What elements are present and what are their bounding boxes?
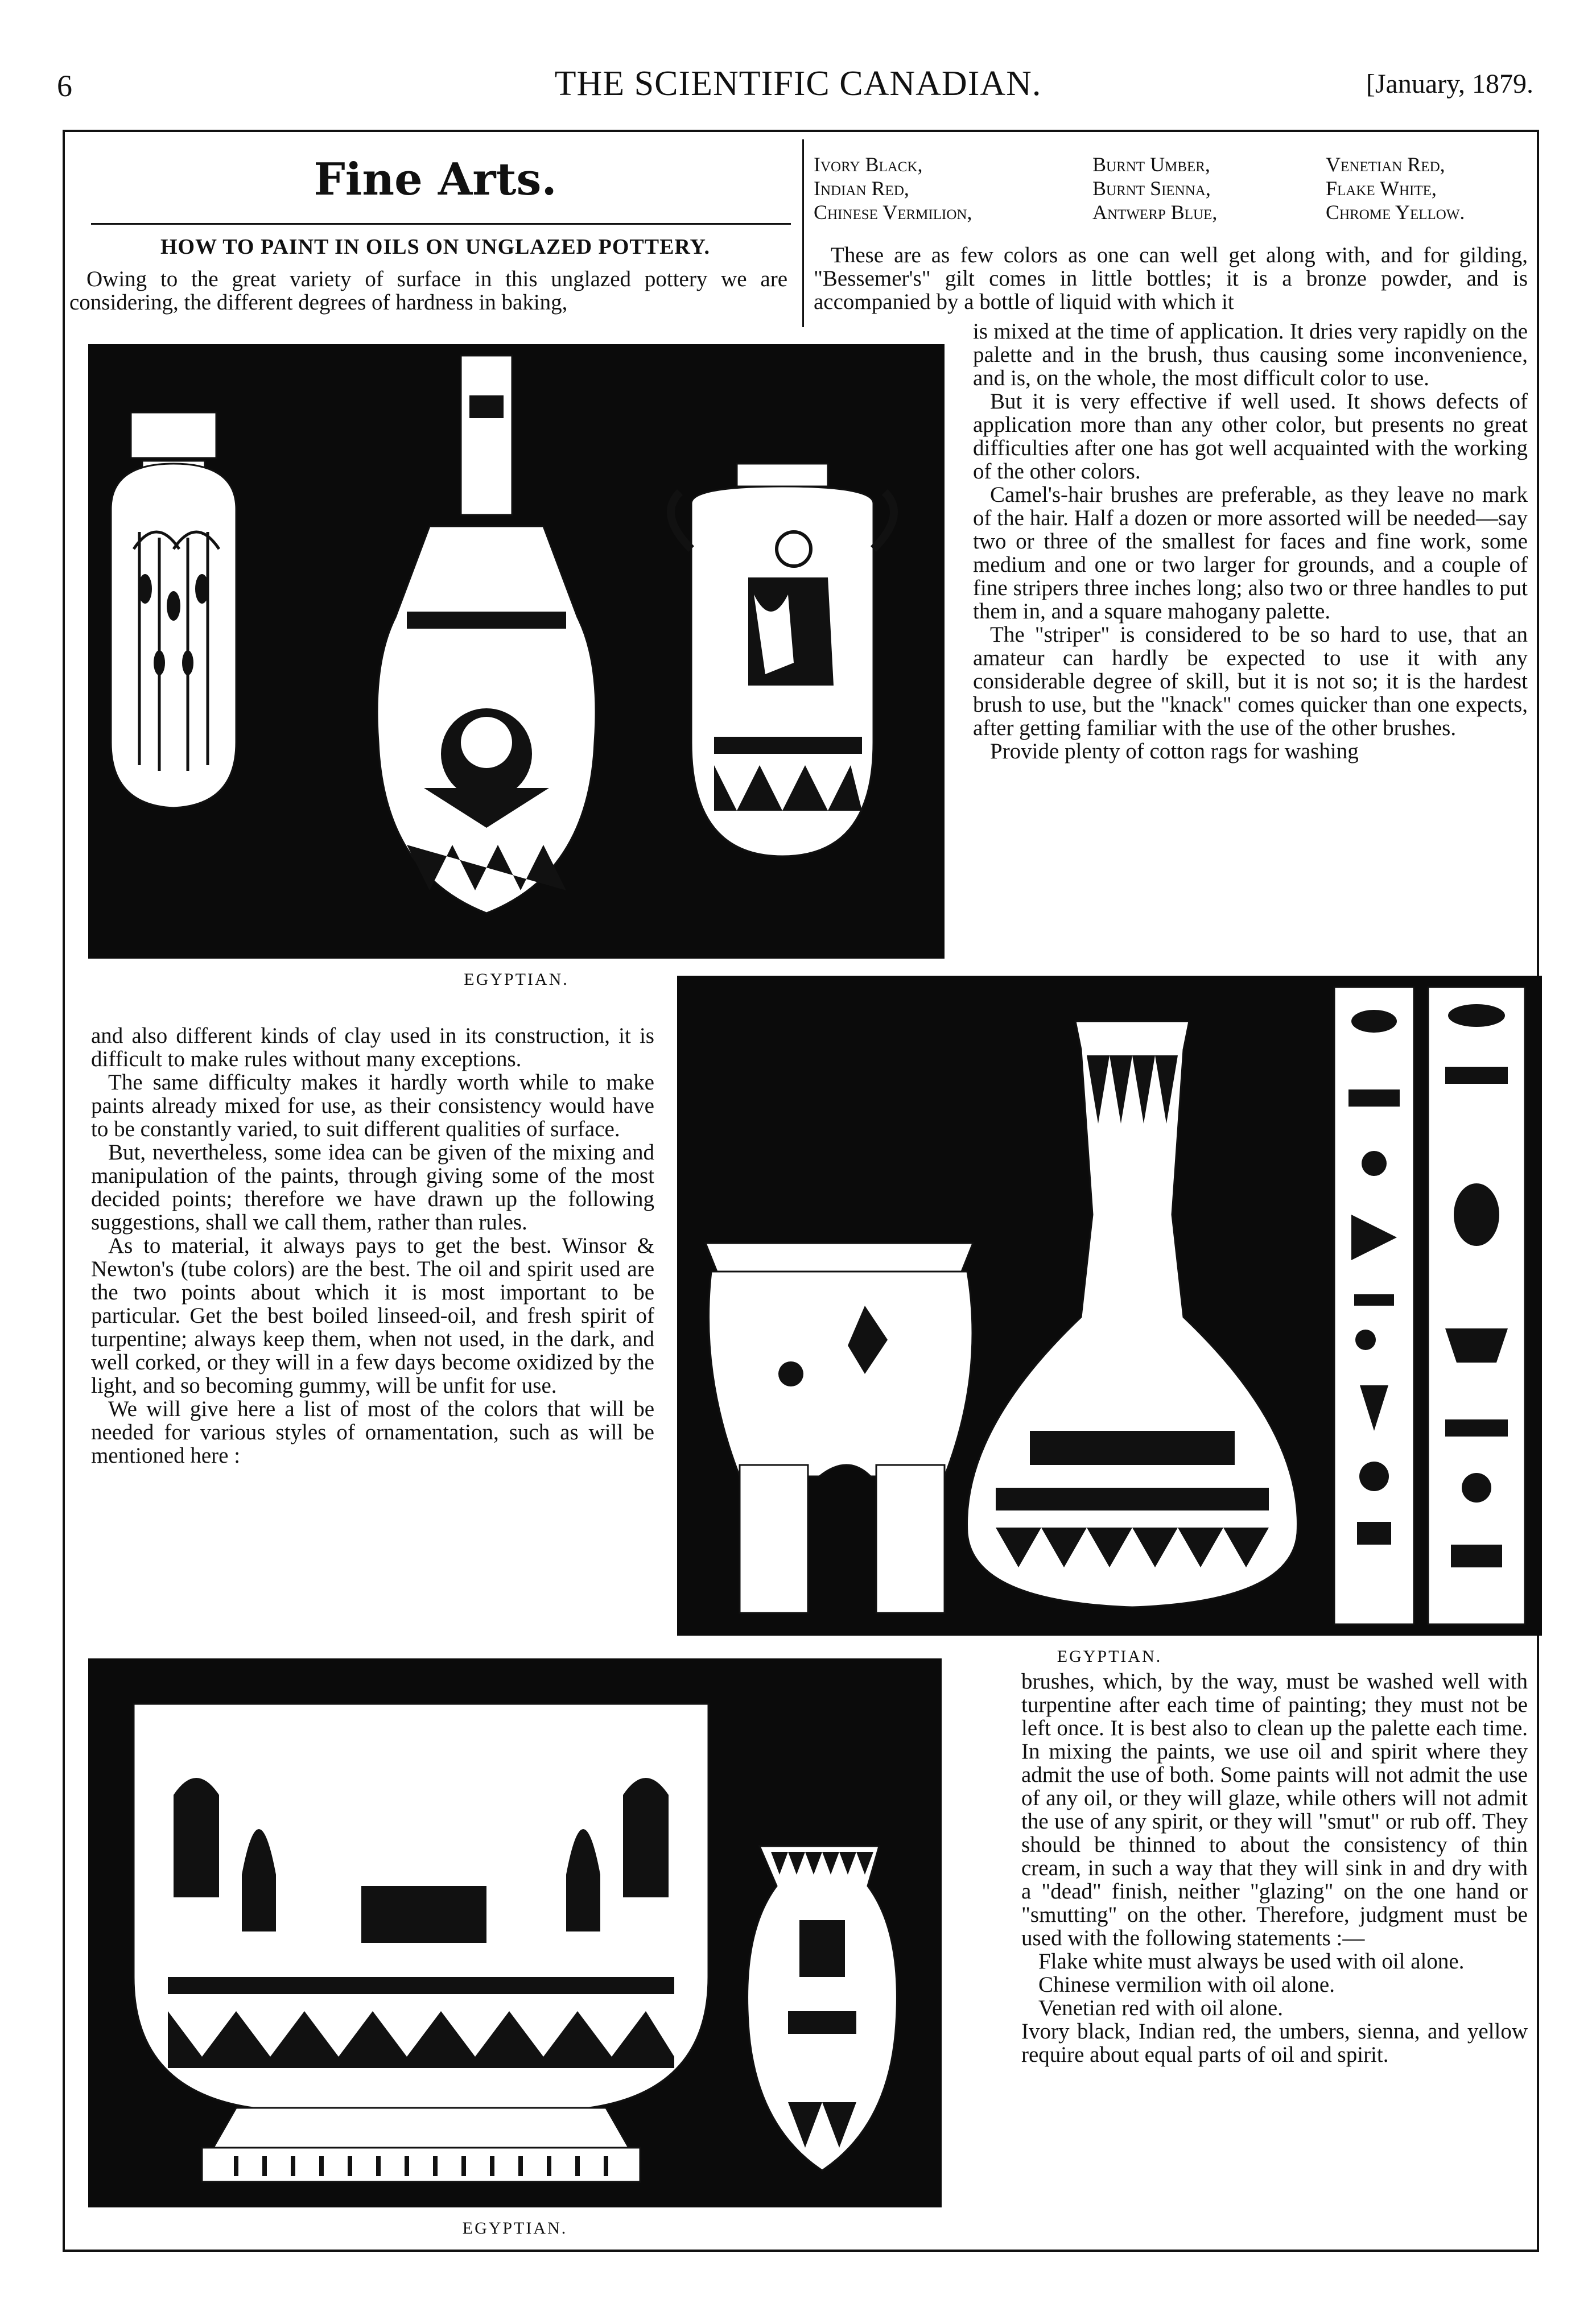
bottom-right-text: brushes, which, by the way, must be washed well with turpentine after each time of painting; they must not be left once. It is best also to clean up the palette each time. In mixing the paints, we use oil and spirit where they admit the use of both. Some paints will not admit the use of any oil, or they will glaze, while others will not admit the use of any spirit, or they will "smut" or rub off. They should be thinned to about the consistency of thin cream, in such a way that they will sink in and dry with a "dead" finish, neither "glazing" on the one hand or "smutting" on the other. Therefore, judgment must be used with the following statements :— Flake white must always be used with oil alone. Chinese vermilion with oil alone. Venetian red with oil alone. Ivory black, Indian red, the umbers, sienna, and yellow require about equal parts of oil and spirit. [1021, 1669, 1528, 2067]
colors-paragraph: These are as few colors as one can well get along with, and for gilding, "Bessemer's" gilt comes in little bottles; it is a bronze powder, and is accompanied by a bottle of liquid with which it [814, 243, 1528, 314]
color-item: Venetian Red, [1326, 153, 1445, 176]
color-item: Indian Red, [814, 177, 909, 200]
color-item: Burnt Sienna, [1092, 177, 1211, 200]
figure-caption: EGYPTIAN. [1057, 1647, 1162, 1666]
figure-caption: EGYPTIAN. [464, 970, 569, 989]
color-item: Chrome Yellow. [1326, 201, 1465, 224]
page-number: 6 [57, 69, 72, 103]
color-item: Antwerp Blue, [1092, 201, 1218, 224]
column-rule [802, 139, 804, 327]
right-column-text: is mixed at the time of application. It dries very rapidly on the palette and in the brush, thus causing some inconvenience, and is, on the whole, the most difficult color to use. But it is very effective if well used. It shows defects of application more than any other color, but presents no great difficulties after one has got well acquainted with the working of the other colors. Camel's-hair brushes are preferable, as they leave no mark of the hair. Half a dozen or more assorted will be needed—say two or three of the smallest for faces and fine work, some medium and one or two larger for grounds, and a couple of fine stripers three inches long; also two or three handles to put them in, and a square mahogany palette. The "striper" is considered to be so hard to use, that an amateur can hardly be expected to use it with any considerable degree of skill, but it is not so; it is the hardest brush to use, but the "knack" comes quicker than one expects, after getting familiar with the use of the other brushes. Provide plenty of cotton rags for washing [973, 319, 1528, 763]
egyptian-bowl-illustration [88, 1658, 942, 2207]
left-column-text: and also different kinds of clay used in its construction, it is difficult to make rules without many exceptions. The same difficulty makes it hardly worth while to make paints already mixed for use, as their consistency would have to be constantly varied, to suit different qualities of surface. But, nevertheless, some idea can be given of the mixing and manipulation of the paints, through giving some of the most decided points; therefore we have drawn up the following suggestions, shall we call them, rather than rules. As to material, it always pays to get the best. Winsor & Newton's (tube colors) are the best. The oil and spirit used are the two points about which it is most important to be particular. Get the best boiled linseed-oil, and fresh spirit of turpentine; always keep them, when not used, in the dark, and well corked, or they will in a few days become oxidized by the light, and so becoming gummy, will be unfit for use. We will give here a list of most of the colors that will be needed for various styles of ornamentation, such as will be mentioned here : [91, 1023, 654, 1468]
journal-title: THE SCIENTIFIC CANADIAN. [554, 64, 1042, 103]
intro-paragraph: Owing to the great variety of surface in this unglazed pottery we are considering, the different degrees of hardness in baking, [69, 267, 787, 315]
issue-date: [January, 1879. [1366, 69, 1533, 99]
figure-caption: EGYPTIAN. [462, 2219, 568, 2238]
color-item: Chinese Vermilion, [814, 201, 972, 224]
color-item: Flake White, [1326, 177, 1437, 200]
article-title: HOW TO PAINT IN OILS ON UNGLAZED POTTERY. [160, 235, 710, 259]
section-title: Fine Arts. [314, 154, 557, 205]
egyptian-bottle-hieroglyphs-illustration [677, 976, 1542, 1636]
color-item: Ivory Black, [814, 153, 923, 176]
color-item: Burnt Umber, [1092, 153, 1210, 176]
title-rule [91, 223, 791, 225]
egyptian-vases-illustration [88, 344, 945, 959]
